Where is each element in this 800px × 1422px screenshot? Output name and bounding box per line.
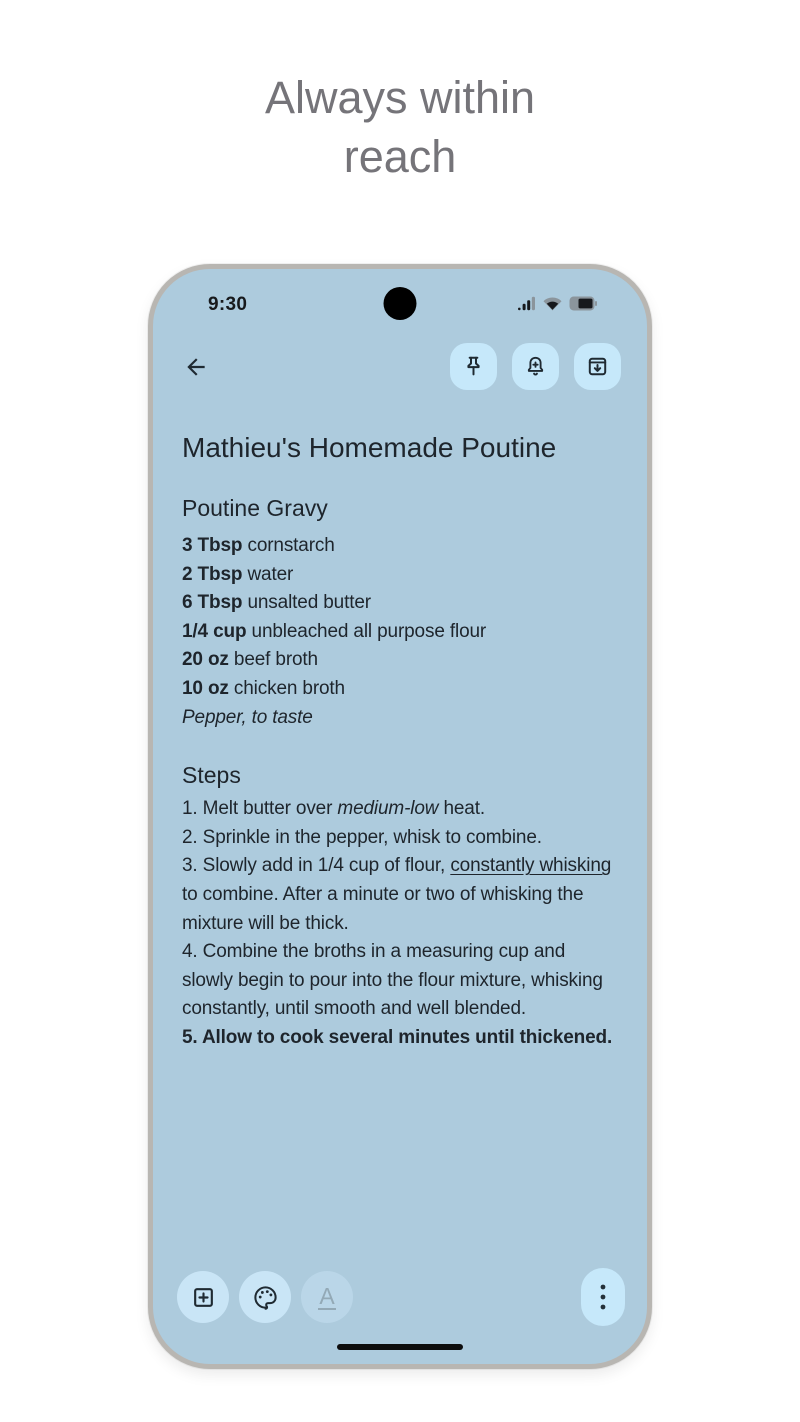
background-options-button[interactable]: [239, 1271, 291, 1323]
ingredient-line: 6 Tbsp unsalted butter: [182, 592, 371, 614]
steps-heading: Steps: [182, 762, 241, 789]
bell-plus-icon: [523, 354, 548, 379]
headline-line-1: Always within: [264, 72, 536, 123]
step-line: 4. Combine the broths in a measuring cup and slowly begin to pour into the flour mixture, whisking constantly, until smooth and well blended.: [182, 941, 603, 1020]
battery-icon: [569, 296, 597, 311]
more-vert-icon: [600, 1283, 606, 1311]
note-editor[interactable]: [153, 430, 647, 1053]
step-line: 3. Slowly add in 1/4 cup of flour, constantly whisking to combine. After a minute or two of whisking the mixture will be thick.: [182, 855, 612, 934]
ingredient-list: [182, 532, 619, 704]
step-line: 2. Sprinkle in the pepper, whisk to combine.: [182, 826, 542, 848]
status-time: 9:30: [208, 294, 248, 315]
note-top-toolbar: [153, 327, 647, 390]
text-formatting-button: [301, 1271, 353, 1323]
status-bar: [153, 269, 647, 327]
camera-punch-hole: [384, 287, 417, 320]
ingredient-line: 10 oz chicken broth: [182, 677, 345, 699]
gravy-heading: Poutine Gravy: [182, 495, 328, 521]
add-item-button[interactable]: [177, 1271, 229, 1323]
phone-mockup: [148, 264, 652, 1369]
archive-note-button[interactable]: [574, 343, 621, 390]
ingredient-line: 1/4 cup unbleached all purpose flour: [182, 620, 487, 642]
more-options-button[interactable]: [581, 1268, 625, 1326]
ingredient-line: 2 Tbsp water: [182, 563, 294, 585]
status-icons: [518, 296, 597, 311]
note-bottom-toolbar: [177, 1268, 625, 1326]
note-title[interactable]: Mathieu's Homemade Poutine: [182, 432, 557, 463]
ingredient-line: 20 oz beef broth: [182, 649, 318, 671]
step-line: 5. Allow to cook several minutes until thickened.: [182, 1026, 613, 1048]
back-button[interactable]: [180, 351, 212, 383]
ingredient-note: Pepper, to taste: [182, 706, 313, 728]
add-box-icon: [190, 1284, 217, 1311]
step-line: 1. Melt butter over medium-low heat.: [182, 798, 485, 820]
marketing-headline: [0, 0, 800, 186]
headline-line-2: reach: [343, 131, 457, 182]
home-indicator[interactable]: [337, 1344, 463, 1350]
arrow-left-icon: [183, 354, 209, 380]
palette-icon: [252, 1284, 279, 1311]
pin-note-button[interactable]: [450, 343, 497, 390]
steps-list: [182, 795, 619, 1052]
note-actions: [450, 343, 621, 390]
format-text-icon: A: [319, 1282, 335, 1309]
archive-icon: [585, 354, 610, 379]
cell-signal-icon: [518, 296, 536, 311]
wifi-icon: [543, 296, 562, 311]
pin-icon: [461, 354, 486, 379]
add-reminder-button[interactable]: [512, 343, 559, 390]
ingredient-line: 3 Tbsp cornstarch: [182, 535, 335, 556]
